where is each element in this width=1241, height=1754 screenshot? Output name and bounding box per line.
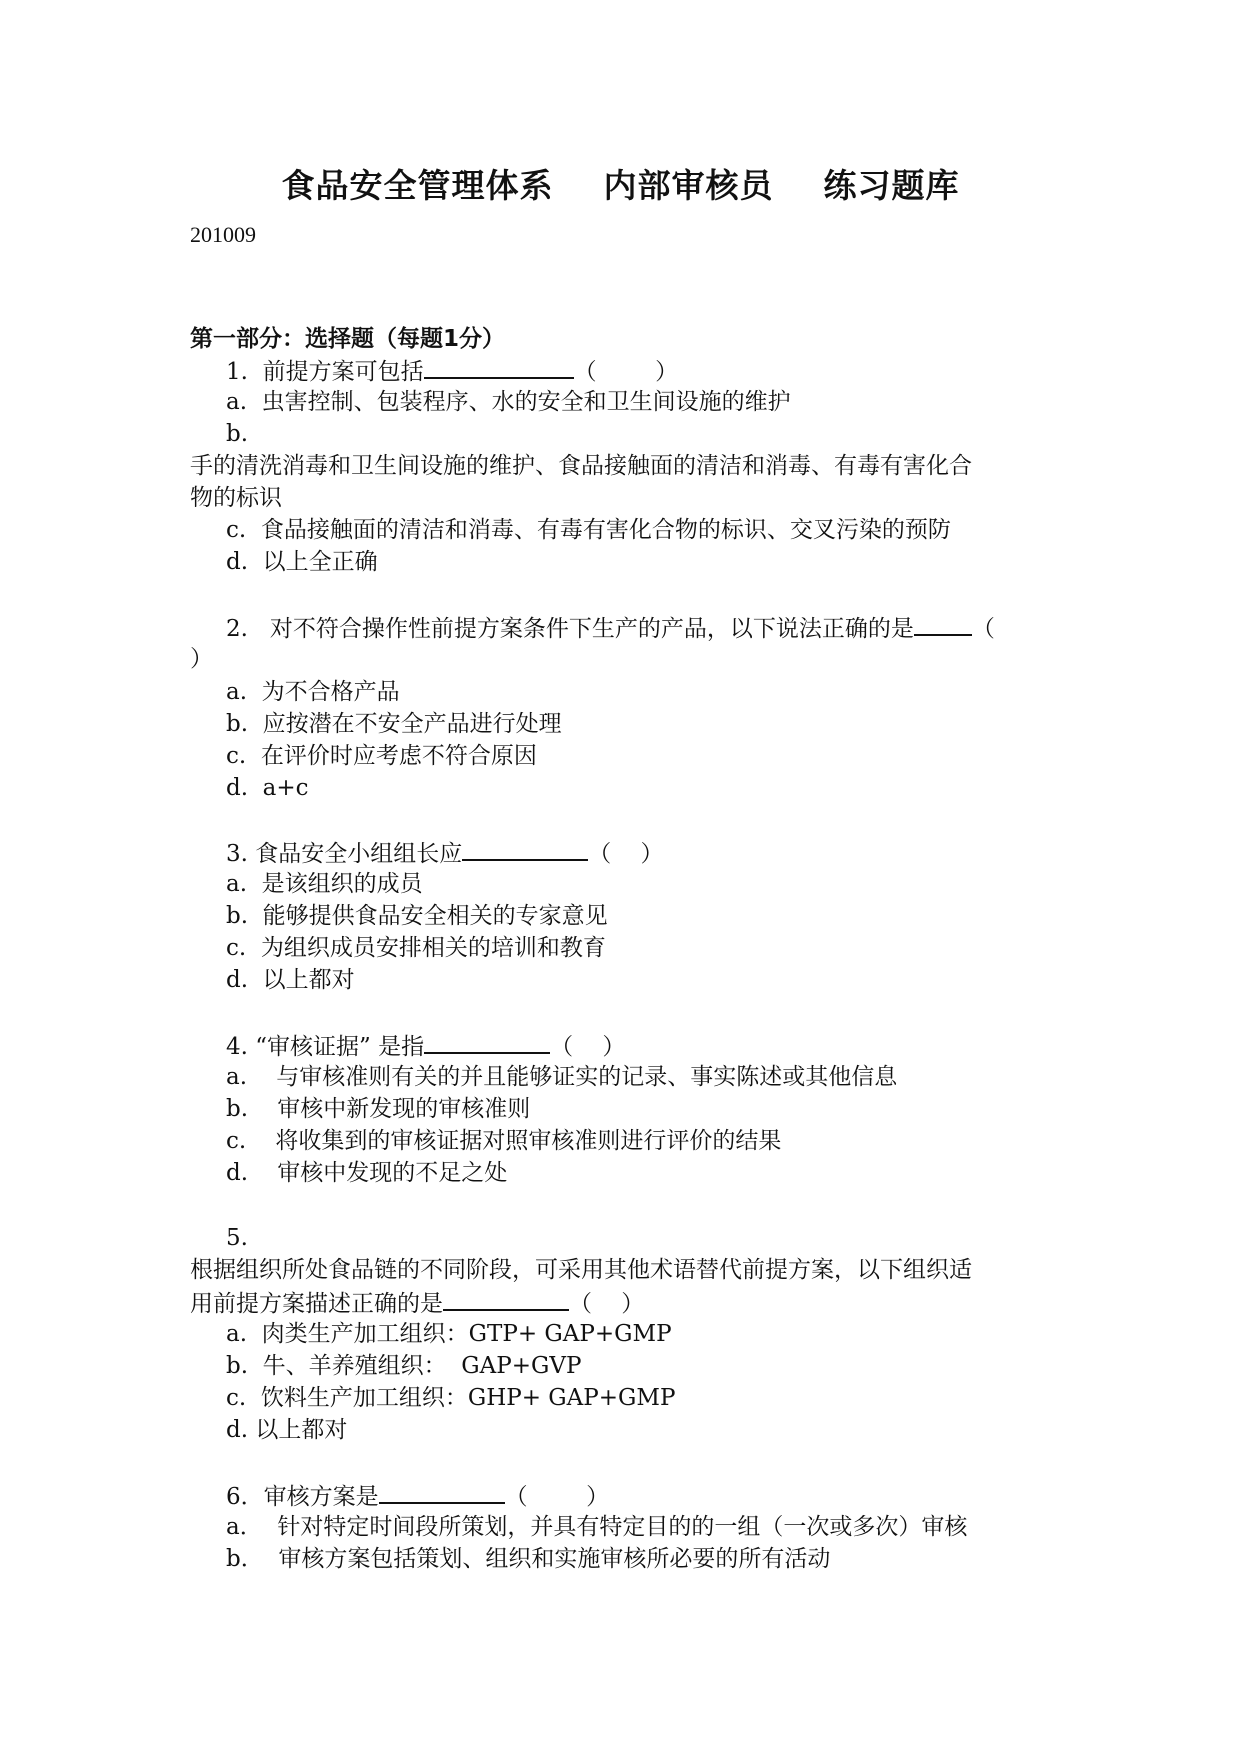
document-date: 201009: [190, 222, 256, 247]
option-item: a. 虫害控制、包装程序、水的安全和卫生间设施的维护: [226, 389, 791, 415]
option-item: d. 以上都对: [226, 1417, 348, 1443]
option-item: a. 与审核准则有关的并且能够证实的记录、事实陈述或其他信息: [226, 1064, 898, 1090]
answer-blank: [379, 1480, 505, 1504]
option-item: d. 审核中发现的不足之处: [226, 1160, 508, 1186]
option-item: a． 针对特定时间段所策划，并具有特定目的的一组（一次或多次）审核: [226, 1514, 968, 1540]
option-item: b. 牛、羊养殖组织： GAP+GVP: [226, 1353, 582, 1379]
question-text: 用前提方案描述正确的是: [190, 1291, 443, 1317]
option-item: b. 审核中新发现的审核准则: [226, 1096, 531, 1122]
option-item: c. 为组织成员安排相关的培训和教育: [226, 935, 606, 961]
answer-blank: [424, 1030, 550, 1054]
option-item: c. 在评价时应考虑不符合原因: [226, 743, 537, 769]
question-stem: [226, 1030, 625, 1062]
question-stem-continued: ）: [190, 646, 213, 672]
option-item: d. a+c: [226, 775, 309, 801]
question-stem: [226, 612, 995, 644]
option-item: 手的清洗消毒和卫生间设施的维护、食品接触面的清洁和消毒、有毒有害化合: [190, 453, 972, 479]
question-text: 3. 食品安全小组组长应: [226, 841, 463, 867]
option-item: b． 审核方案包括策划、组织和实施审核所必要的所有活动: [226, 1546, 831, 1572]
answer-blank: [443, 1287, 569, 1311]
option-item: c. 将收集到的审核证据对照审核准则进行评价的结果: [226, 1128, 782, 1154]
answer-blank: [424, 355, 574, 379]
question-stem: [226, 1480, 609, 1512]
question-text: 2. 对不符合操作性前提方案条件下生产的产品，以下说法正确的是: [226, 616, 914, 642]
option-item: a. 肉类生产加工组织：GTP+ GAP+GMP: [226, 1321, 672, 1347]
question-stem-continued: 根据组织所处食品链的不同阶段，可采用其他术语替代前提方案，以下组织适: [190, 1257, 972, 1283]
answer-bracket: （ ）: [569, 1291, 645, 1317]
answer-blank: [914, 612, 972, 636]
question-text: 1. 前提方案可包括: [226, 359, 424, 385]
option-item: b. 应按潜在不安全产品进行处理: [226, 711, 562, 737]
answer-bracket: （ ）: [573, 359, 679, 385]
question-stem: [226, 837, 664, 869]
option-item: d. 以上都对: [226, 967, 355, 993]
option-item: a. 是该组织的成员: [226, 871, 423, 897]
option-item: b. 能够提供食品安全相关的专家意见: [226, 903, 608, 929]
answer-bracket: （: [971, 616, 995, 642]
answer-bracket: （ ）: [504, 1484, 610, 1510]
option-item: 物的标识: [190, 485, 282, 511]
question-stem-continued: [190, 1287, 644, 1319]
question-stem: 5.: [226, 1225, 248, 1251]
section-title: 第一部分：选择题（每题1分）: [190, 326, 506, 352]
option-item: a. 为不合格产品: [226, 679, 400, 705]
option-item: c. 饮料生产加工组织：GHP+ GAP+GMP: [226, 1385, 676, 1411]
answer-bracket: （ ）: [550, 1034, 626, 1060]
question-text: 6．审核方案是: [226, 1484, 379, 1510]
option-item: c. 食品接触面的清洁和消毒、有毒有害化合物的标识、交叉污染的预防: [226, 517, 951, 543]
question-text: 4. “审核证据” 是指: [226, 1034, 425, 1060]
question-stem: [226, 355, 678, 387]
option-item: d. 以上全正确: [226, 549, 378, 575]
document-title: 食品安全管理体系 内部审核员 练习题库: [281, 166, 960, 205]
answer-bracket: （ ）: [588, 841, 664, 867]
option-item: b.: [226, 421, 249, 447]
answer-blank: [462, 837, 588, 861]
